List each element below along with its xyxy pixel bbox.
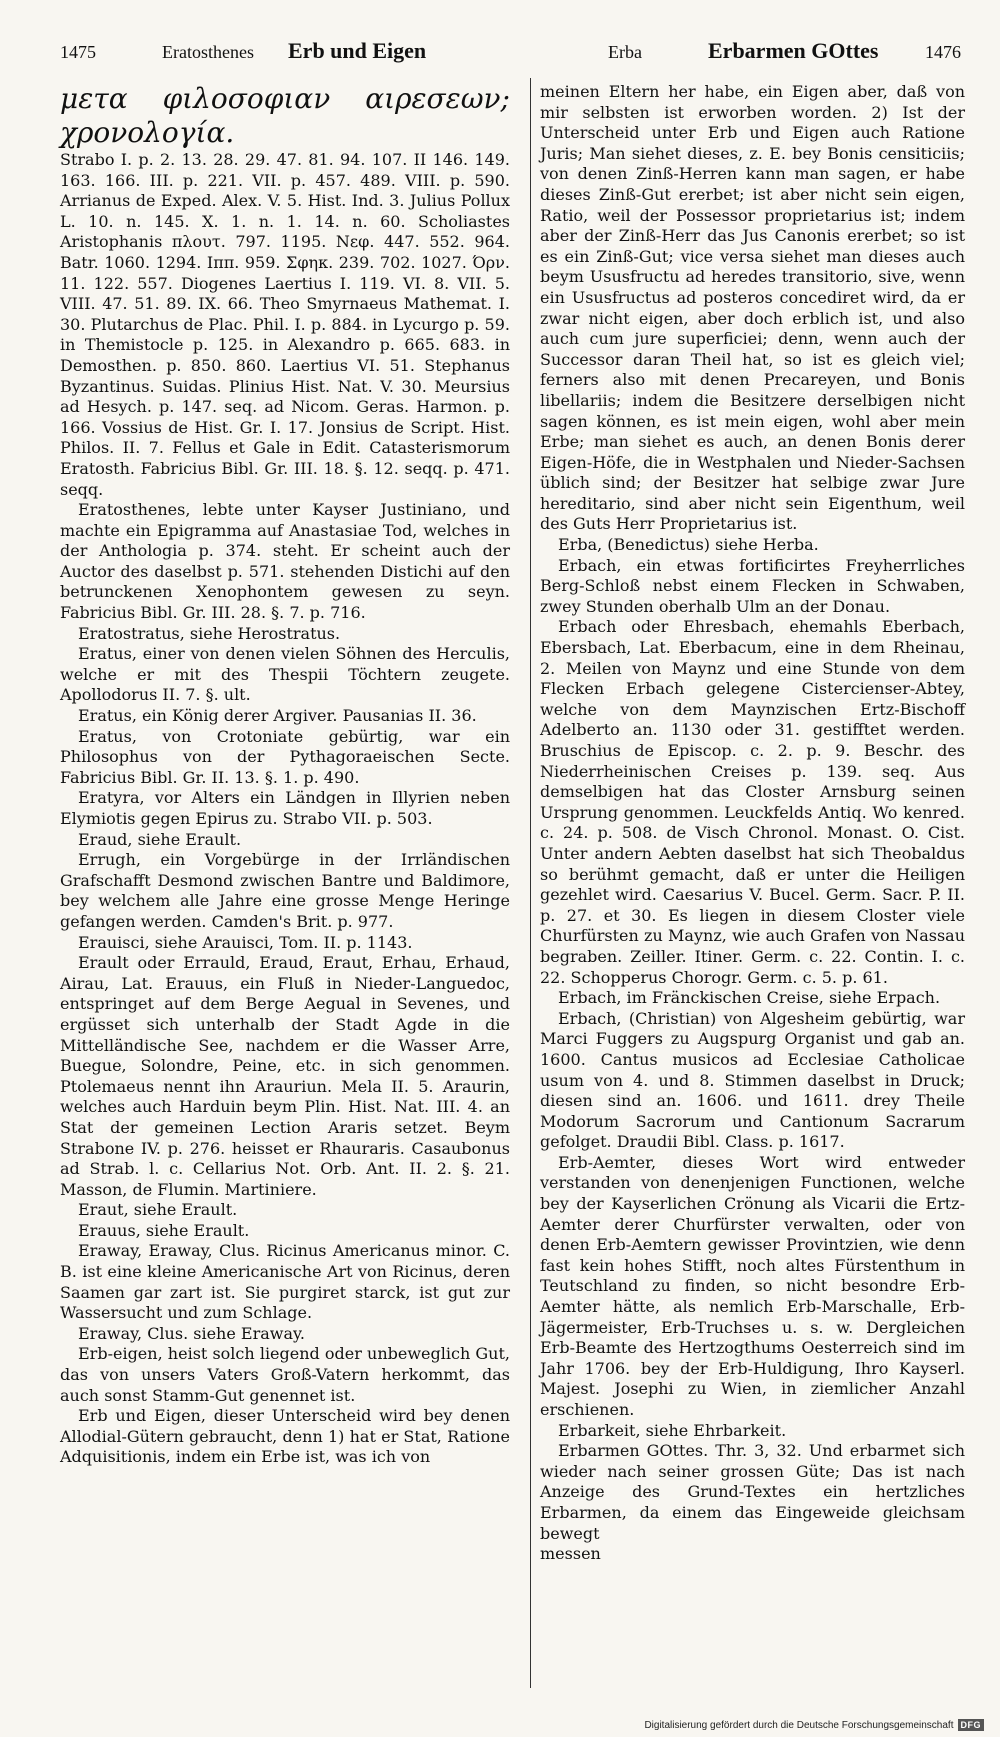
- page-header: [60, 36, 960, 72]
- dfg-logo: DFG: [958, 1719, 985, 1731]
- entry-paragraph: Eratus, einer von denen vielen Söhnen des Herculis, welche er mit des Thespii Töchtern zeugete. Apollodorus II. 7. §. ult.: [60, 644, 510, 705]
- running-title-right: Erbarmen GOttes: [708, 38, 879, 63]
- entry-paragraph: Eratus, von Crotoniate gebürtig, war ein Philosophus von der Pythagoraeischen Secte. Fabricius Bibl. Gr. II. 13. §. 1. p. 490.: [60, 726, 510, 787]
- entry-paragraph: Strabo I. p. 2. 13. 28. 29. 47. 81. 94. 107. II 146. 149. 163. 166. III. p. 221. VII. p. 457. 489. VIII. p. 590. Arrianus de Exped. Alex. V. 5. Hist. Ind. 3. Julius Pollux L. 10. n. 145. X. 1. n. 1. 14. n. 60. Scholiastes Aristophanis πλουτ. 797. 1195. Νεφ. 447. 552. 964. Batr. 1060. 1294. Ιππ. 959. Σφηκ. 239. 702. 1027. Όρν. 11. 122. 557. Diogenes Laertius I. 119. VI. 8. VII. 5. VIII. 47. 51. 89. IX. 66. Theo Smyrnaeus Mathemat. I. 30. Plutarchus de Plac. Phil. I. p. 884. in Lycurgo p. 59. in Themistocle p. 125. in Alexandro p. 665. 683. in Demosthen. p. 850. 860. Laertius VI. 51. Stephanus Byzantinus. Suidas. Plinius Hist. Nat. V. 30. Meursius ad Hesych. p. 147. seq. ad Nicom. Geras. Harmon. p. 166. Vossius de Hist. Gr. I. 17. Jonsius de Script. Hist. Philos. II. 7. Fellus et Gale in Edit. Catasterismorum Eratosth. Fabricius Bibl. Gr. III. 18. §. 12. seqq. p. 471. seqq.: [60, 150, 510, 499]
- entry-paragraph: Eratosthenes, lebte unter Kayser Justiniano, und machte ein Epigramma auf Anastasiae Tod, welches in der Anthologia p. 374. steht. Er scheint auch der Auctor des daselbst p. 571. stehenden Distichi auf den betrunckenen Xenophontem gewesen zu seyn. Fabricius Bibl. Gr. III. 28. §. 7. p. 716.: [60, 500, 510, 623]
- column-number-right: 1476: [925, 42, 961, 62]
- entry-paragraph: Erb-eigen, heist solch liegend oder unbeweglich Gut, das von unsers Vaters Groß-Vatern herkommt, das auch sonst Stamm-Gut genennet ist.: [60, 1344, 510, 1405]
- entry-paragraph: Erauus, siehe Erault.: [78, 1220, 250, 1240]
- entry-paragraph: messen: [540, 1544, 601, 1564]
- entry-paragraph: Erbach, im Fränckischen Creise, siehe Erpach.: [558, 988, 941, 1008]
- catchword-left: Eratosthenes: [162, 42, 254, 62]
- entry-paragraph: Erb-Aemter, dieses Wort wird entweder verstanden von denenjenigen Functionen, welche bey der Kayserlichen Crönung als Vicarii die Ertz-Aemter derer Churfürster verwalten, oder von denen Erb-Aemtern gewisser Provintzien, wie denn fast kein hohes Stifft, noch altes Fürstenthum in Teutschland zu finden, so nicht besondre Erb-Aemter hätte, als nemlich Erb-Marschalle, Erb-Jägermeister, Erb-Truchses u. s. w. Dergleichen Erb-Beamte des Hertzogthums Oesterreich sind im Jahr 1706. bey der Erb-Huldigung, Ihro Kayserl. Majest. Josephi zu Wien, in ziemlicher Anzahl erschienen.: [540, 1152, 965, 1419]
- right-column: [540, 82, 965, 1565]
- entry-paragraph: Eratyra, vor Alters ein Ländgen in Illyrien neben Elymiotis gegen Epirus zu. Strabo VII. p. 503.: [60, 788, 510, 828]
- entry-paragraph: Erba, (Benedictus) siehe Herba.: [558, 535, 819, 555]
- catchword-right: Erba: [608, 42, 642, 62]
- entry-paragraph: Eraut, siehe Erault.: [78, 1200, 238, 1220]
- footer: [644, 1719, 984, 1731]
- entry-paragraph: Eratostratus, siehe Herostratus.: [78, 623, 341, 643]
- greek-heading: μετα φιλοσοφιαν αιρεσεων; χρονολογία.: [60, 82, 510, 149]
- entry-paragraph: meinen Eltern her habe, ein Eigen aber, daß von mir selbsten ist erworben worden. 2) Ist der Unterscheid unter Erb und Eigen auch Ratione Juris; Man siehet dieses, z. E. bey Bonis censiticiis; von denen Zinß-Herren kann man sagen, er habe dieses Zinß-Gut ererbet; ist aber nicht sein eigen, Ratio, weil der Possessor proprietarius ist; indem aber der Zinß-Herr das Jus Canonis ererbet; so ist es ein Zinß-Gut; vice versa siehet man dieses auch beym Ususfructu ad heredes transitorio, sive, wenn ein Ususfructus ad posteros concediret wird, da er zwar nicht eigen, aber doch erblich ist, und also auch cum jure superficiei; denn, wenn auch der Successor daran Theil hat, so ist es gleich viel; ferners also mit denen Precareyen, und Bonis libellariis; indem die Besitzere derselbigen nicht sagen können, es ist mein eigen, wohl aber mein Erbe; man siehet es auch, an denen Bonis derer Eigen-Höfe, die in Westphalen und Nieder-Sachsen üblich sind; der Besitzer hat selbige zwar Jure hereditario, sind aber nicht sein Eigenthum, weil des Guts Herr Proprietarius ist.: [540, 82, 965, 534]
- entry-paragraph: Erbach oder Ehresbach, ehemahls Eberbach, Ebersbach, Lat. Eberbacum, eine in dem Rheinau, 2. Meilen von Maynz und eine Stunde von dem Flecken Erbach gelegene Cistercienser-Abtey, welche von dem Maynzischen Ertz-Bischoff Adelberto an. 1130 oder 31. gestifftet werden. Bruschius de Episcop. c. 2. p. 9. Beschr. des Niederrheinischen Creises p. 139. seq. Aus demselbigen hat das Closter Arnsburg seinen Ursprung genommen. Leuckfelds Antiq. Wo kenred. c. 24. p. 508. de Visch Chronol. Monast. O. Cist. Unter andern Aebten daselbst hat sich Theobaldus so berühmt gemacht, daß er unter die Heiligen gezehlet wird. Caesarius V. Bucel. Germ. Sacr. P. II. p. 27. et 30. Es liegen in diesem Closter viele Churfürsten zu Maynz, wie auch Grafen von Nassau begraben. Zeiller. Itiner. Germ. c. 22. Contin. I. c. 22. Schopperus Chorogr. Germ. c. 5. p. 61.: [540, 617, 965, 987]
- entry-paragraph: Erbarkeit, siehe Ehrbarkeit.: [558, 1420, 787, 1440]
- entry-paragraph: Eraud, siehe Erault.: [78, 829, 242, 849]
- entry-paragraph: Erbach, ein etwas fortificirtes Freyherrliches Berg-Schloß nebst einem Flecken in Schwaben, zwey Stunden oberhalb Ulm an der Donau.: [540, 555, 965, 616]
- column-number-left: 1475: [60, 42, 96, 62]
- entry-paragraph: Erb und Eigen, dieser Unterscheid wird bey denen Allodial-Gütern gebraucht, denn 1) hat er Stat, Ratione Adquisitionis, indem ein Erbe ist, was ich von: [60, 1406, 510, 1467]
- entry-paragraph: Errugh, ein Vorgebürge in der Irrländischen Grafschafft Desmond zwischen Bantre und Baldimore, bey welchem alle Jahre eine grosse Menge Heringe gefangen werden. Camden's Brit. p. 977.: [60, 850, 510, 931]
- entry-paragraph: Erbach, (Christian) von Algesheim gebürtig, war Marci Fuggers zu Augspurg Organist und gab an. 1600. Cantus musicos ad Ecclesiae Catholicae usum von 4. und 8. Stimmen daselbst in Druck; diesen sind an. 1606. und 1611. drey Theile Modorum Sacrorum und Cantionum Sacrarum gefolget. Draudii Bibl. Class. p. 1617.: [540, 1008, 965, 1152]
- running-title-left: Erb und Eigen: [288, 38, 427, 63]
- entry-paragraph: Erauisci, siehe Arauisci, Tom. II. p. 1143.: [78, 932, 413, 952]
- column-divider: [530, 78, 531, 1688]
- entry-paragraph: Erault oder Errauld, Eraud, Eraut, Erhau, Erhaud, Airau, Lat. Erauus, ein Fluß in Nieder-Languedoc, entspringet auf dem Berge Aegual in Sevenes, und ergüsset sich unterhalb der Stadt Agde in die Mittelländische See, nachdem er die Wasser Arre, Buegue, Solondre, Peine, etc. in sich genommen. Ptolemaeus nennt ihn Arauriun. Mela II. 5. Araurin, welches auch Harduin beym Plin. Hist. Nat. III. 4. an Stat der gemeinen Lection Araris setzet. Beym Strabone IV. p. 276. heisset er Rhauraris. Casaubonus ad Strab. l. c. Cellarius Not. Orb. Ant. II. 2. §. 21. Masson, de Flumin. Martiniere.: [60, 953, 510, 1199]
- entry-paragraph: Eraway, Clus. siehe Eraway.: [78, 1323, 305, 1343]
- entry-paragraph: Eraway, Eraway, Clus. Ricinus Americanus minor. C. B. ist eine kleine Americanische Art von Ricinus, deren Saamen gar zart ist. Sie purgiret starck, ist gut zur Wassersucht und zum Schlage.: [60, 1241, 510, 1323]
- left-column: [60, 82, 510, 1468]
- entry-paragraph: Erbarmen GOttes. Thr. 3, 32. Und erbarmet sich wieder nach seiner grossen Güte; Das ist nach Anzeige des Grund-Textes ein hertzliches Erbarmen, da einem das Eingeweide gleichsam bewegt: [540, 1441, 965, 1543]
- entry-paragraph: Eratus, ein König derer Argiver. Pausanias II. 36.: [78, 706, 477, 726]
- footer-text: Digitalisierung gefördert durch die Deutsche Forschungsgemeinschaft: [644, 1719, 954, 1731]
